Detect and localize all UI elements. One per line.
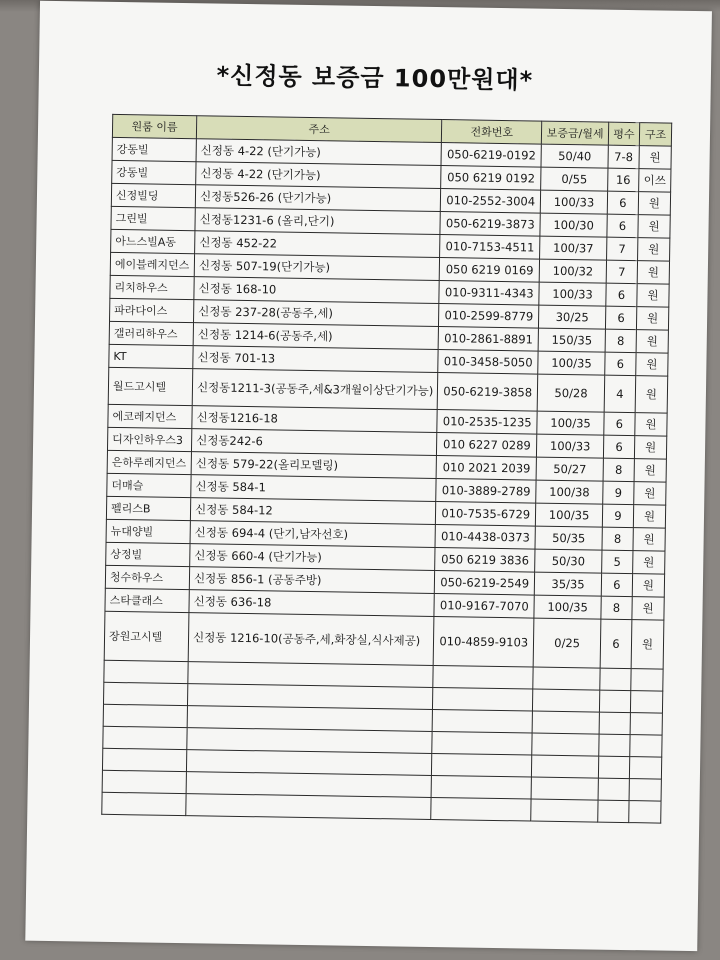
cell-deposit: 0/55: [541, 167, 608, 191]
cell-address: 신정동1216-18: [192, 406, 438, 433]
cell-deposit: 100/35: [537, 411, 604, 435]
empty-cell: [431, 775, 531, 799]
cell-size: 4: [604, 375, 636, 412]
header-deposit: 보증금/월세: [542, 121, 609, 145]
empty-cell: [186, 794, 432, 820]
cell-phone: 010-3889-2789: [436, 479, 536, 504]
cell-address: 신정동 4-22 (단기가능): [196, 139, 442, 166]
cell-phone: 010-9167-7070: [434, 593, 534, 618]
cell-type: 원: [638, 238, 670, 262]
cell-deposit: 50/27: [536, 457, 603, 481]
empty-cell: [531, 799, 598, 822]
cell-deposit: 0/25: [533, 618, 600, 668]
cell-size: 7-8: [608, 145, 639, 168]
cell-name: 갤러리하우스: [109, 321, 193, 345]
cell-name: 더매슬: [107, 473, 191, 497]
cell-size: 8: [603, 458, 634, 481]
cell-size: 6: [605, 306, 636, 329]
cell-deposit: 100/35: [536, 503, 603, 527]
cell-size: 6: [606, 283, 637, 306]
empty-cell: [630, 735, 662, 758]
cell-phone: 050-6219-0192: [441, 143, 541, 168]
empty-cell: [531, 777, 598, 800]
page-title: *신정동 보증금 100만원대*: [216, 61, 534, 95]
cell-type: 원: [635, 376, 668, 413]
cell-type: 원: [634, 482, 666, 506]
cell-deposit: 100/33: [539, 282, 606, 306]
cell-type: 원: [636, 307, 668, 331]
cell-phone: 050-6219-3858: [437, 373, 538, 412]
cell-deposit: 50/35: [535, 526, 602, 550]
cell-address: 신정동 4-22 (단기가능): [196, 162, 442, 189]
cell-type: 원: [633, 505, 665, 529]
cell-type: 원: [637, 284, 669, 308]
cell-size: 6: [600, 619, 632, 668]
cell-deposit: 30/25: [539, 305, 606, 329]
cell-deposit: 100/35: [534, 595, 601, 619]
cell-address: 신정동 636-18: [189, 590, 435, 617]
cell-type: 원: [634, 436, 666, 460]
cell-phone: 050 6219 0169: [439, 258, 539, 283]
empty-cell: [103, 726, 187, 749]
cell-size: 9: [603, 481, 634, 504]
listing-table: [101, 114, 672, 824]
cell-phone: 010-2535-1235: [437, 410, 537, 435]
empty-cell: [600, 668, 631, 690]
cell-address: 신정동 694-4 (단기,남자선호): [190, 521, 436, 548]
cell-size: 7: [606, 237, 637, 260]
cell-deposit: 50/28: [537, 374, 604, 412]
empty-cell: [598, 778, 629, 800]
empty-cell: [631, 669, 663, 692]
cell-phone: 010-4438-0373: [435, 525, 535, 550]
header-type: 구조: [639, 123, 671, 147]
cell-name: 파라다이스: [110, 298, 194, 322]
cell-name: 은하루레지던스: [107, 450, 191, 474]
empty-cell: [432, 731, 532, 755]
cell-phone: 010-3458-5050: [438, 350, 538, 375]
header-size: 평수: [608, 122, 639, 145]
cell-size: 8: [602, 527, 633, 550]
cell-deposit: 100/37: [540, 236, 607, 260]
cell-name: 청수하우스: [105, 565, 189, 589]
cell-name: 디자인하우스3: [107, 427, 191, 451]
empty-cell: [532, 733, 599, 756]
cell-address: 신정동 452-22: [195, 231, 441, 258]
cell-address: 신정동 237-28(공동주,세): [194, 300, 440, 327]
empty-cell: [104, 660, 188, 683]
empty-cell: [102, 770, 186, 793]
cell-phone: 050 6219 0192: [441, 166, 541, 191]
empty-cell: [433, 687, 533, 711]
cell-phone: 050-6219-2549: [435, 570, 535, 595]
cell-size: 6: [601, 573, 632, 596]
empty-cell: [102, 792, 186, 815]
cell-deposit: 100/32: [539, 259, 606, 283]
empty-cell: [103, 682, 187, 705]
cell-address: 신정동 1216-10(공동주,세,화장실,식사제공): [188, 613, 434, 666]
cell-address: 신정동 584-1: [191, 475, 437, 502]
cell-size: 6: [605, 352, 636, 375]
cell-name: 강동빌: [112, 137, 196, 161]
cell-type: 원: [635, 413, 667, 437]
cell-type: 원: [633, 551, 665, 575]
cell-phone: 010-7153-4511: [440, 235, 540, 260]
cell-address: 신정동 856-1 (공동주방): [189, 567, 435, 594]
cell-type: 원: [632, 597, 664, 621]
cell-name: 그린빌: [111, 206, 195, 230]
cell-size: 7: [606, 260, 637, 283]
header-phone: 전화번호: [442, 120, 542, 145]
cell-name: KT: [109, 344, 193, 368]
cell-address: 신정동 584-12: [190, 498, 436, 525]
empty-cell: [598, 800, 629, 822]
cell-type: 원: [636, 330, 668, 354]
cell-phone: 010-9311-4343: [439, 281, 539, 306]
cell-type: 원: [638, 215, 670, 239]
cell-name: 뉴대양빌: [106, 519, 190, 543]
cell-address: 신정동 507-19(단기가능): [194, 254, 440, 281]
cell-deposit: 100/33: [541, 190, 608, 214]
cell-size: 6: [607, 214, 638, 237]
cell-size: 9: [602, 504, 633, 527]
cell-name: 월드고시텔: [108, 367, 193, 405]
empty-cell: [432, 709, 532, 733]
cell-size: 8: [601, 596, 632, 619]
empty-cell: [629, 779, 661, 802]
empty-cell: [431, 797, 531, 821]
cell-size: 5: [602, 550, 633, 573]
cell-type: 원: [634, 459, 666, 483]
cell-size: 6: [603, 435, 634, 458]
cell-deposit: 100/35: [538, 351, 605, 375]
cell-deposit: 100/30: [540, 213, 607, 237]
cell-type: 원: [639, 146, 671, 170]
cell-phone: 010-7535-6729: [436, 502, 536, 527]
paper-sheet: [25, 1, 712, 951]
cell-address: 신정동1211-3(공동주,세&3개월이상단기가능): [192, 369, 438, 410]
cell-address: 신정동526-26 (단기가능): [195, 185, 441, 212]
cell-deposit: 150/35: [538, 328, 605, 352]
empty-cell: [630, 713, 662, 736]
cell-name: 상정빌: [106, 542, 190, 566]
cell-address: 신정동242-6: [191, 429, 437, 456]
cell-name: 에코레지던스: [108, 404, 192, 428]
cell-name: 아느스빌A동: [111, 229, 195, 253]
cell-type: 원: [638, 192, 670, 216]
cell-address: 신정동 579-22(올리모델링): [191, 452, 437, 479]
cell-deposit: 50/30: [535, 549, 602, 573]
cell-address: 신정동 168-10: [194, 277, 440, 304]
cell-type: 원: [632, 574, 664, 598]
cell-deposit: 50/40: [541, 144, 608, 168]
cell-type: 원: [636, 353, 668, 377]
header-address: 주소: [196, 116, 442, 143]
cell-phone: 010-2861-8891: [438, 327, 538, 352]
cell-phone: 010 6227 0289: [437, 433, 537, 458]
empty-cell: [532, 755, 599, 778]
cell-name: 에이블레지던스: [110, 252, 194, 276]
empty-cell: [629, 801, 661, 824]
cell-type: 원: [631, 620, 664, 669]
cell-name: 신정빌딩: [111, 183, 195, 207]
cell-phone: 050 6219 3836: [435, 547, 535, 572]
cell-size: 16: [608, 168, 639, 191]
cell-phone: 010-2552-3004: [441, 189, 541, 214]
cell-size: 8: [605, 329, 636, 352]
empty-cell: [599, 734, 630, 756]
cell-phone: 010 2021 2039: [436, 456, 536, 481]
empty-cell: [630, 691, 662, 714]
cell-type: 이쓰: [639, 169, 671, 193]
cell-deposit: 100/38: [536, 480, 603, 504]
cell-name: 스타클래스: [105, 588, 189, 612]
cell-size: 6: [607, 191, 638, 214]
cell-name: 리치하우스: [110, 275, 194, 299]
cell-deposit: 35/35: [535, 572, 602, 596]
cell-deposit: 100/33: [537, 434, 604, 458]
cell-address: 신정동 701-13: [193, 346, 439, 373]
empty-cell: [103, 704, 187, 727]
cell-name: 펠리스B: [106, 496, 190, 520]
empty-cell: [533, 667, 600, 690]
empty-cell: [433, 665, 533, 689]
cell-size: 6: [604, 412, 635, 435]
empty-cell: [432, 753, 532, 777]
empty-cell: [599, 712, 630, 734]
cell-name: 강동빌: [112, 160, 196, 184]
cell-type: 원: [633, 528, 665, 552]
empty-cell: [598, 756, 629, 778]
empty-cell: [102, 748, 186, 771]
cell-name: 장원고시텔: [104, 611, 189, 661]
empty-cell: [599, 690, 630, 712]
empty-cell: [533, 689, 600, 712]
empty-cell: [629, 757, 661, 780]
cell-address: 신정동 1214-6(공동주,세): [193, 323, 439, 350]
cell-phone: 050-6219-3873: [440, 212, 540, 237]
cell-address: 신정동1231-6 (올리,단기): [195, 208, 441, 235]
table-row: [104, 611, 664, 669]
cell-phone: 010-2599-8779: [439, 304, 539, 329]
cell-phone: 010-4859-9103: [433, 616, 534, 667]
empty-cell: [532, 711, 599, 734]
header-name: 원룸 이름: [112, 114, 196, 138]
cell-type: 원: [637, 261, 669, 285]
cell-address: 신정동 660-4 (단기가능): [190, 544, 436, 571]
